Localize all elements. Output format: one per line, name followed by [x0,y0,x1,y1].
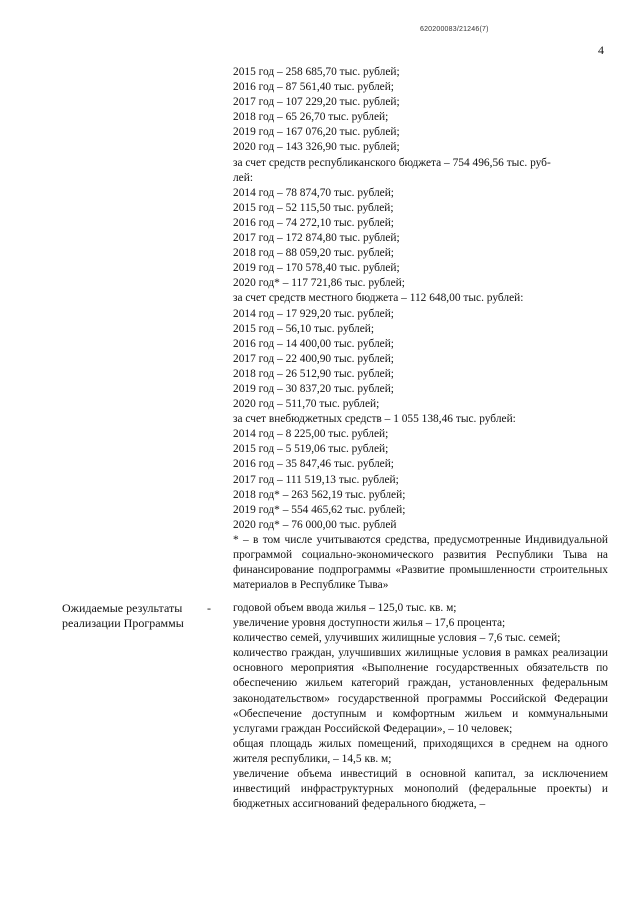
funding-line: 2019 год – 30 837,20 тыс. рублей; [233,382,394,395]
funding-line: 2018 год* – 263 562,19 тыс. рублей; [233,488,406,501]
result-item: годовой объем ввода жилья – 125,0 тыс. кв. м; [233,602,457,614]
funding-line: 2014 год – 78 874,70 тыс. рублей; [233,186,394,199]
funding-line: 2018 год – 26 512,90 тыс. рублей; [233,367,394,380]
funding-line: за счет средств местного бюджета – 112 648,00 тыс. рублей: [233,292,524,305]
result-item: количество семей, улучивших жилищные условия – 7,6 тыс. семей; [233,632,561,645]
result-item: количество граждан, улучшивших жилищные условия в рамках реализации основного мероприятия «Выполнение государственных обязательств по обеспечению жильем категорий граждан, установленных федеральным законодательством» государственной программы Российской Федерации «Обеспечение доступным и комфортным жильем и коммунальными услугами граждан Российской Федерации», – 10 человек; [233,647,608,735]
funding-line: за счет средств республиканского бюджета – 754 496,56 тыс. руб- [233,156,551,169]
funding-line: 2018 год – 65 26,70 тыс. рублей; [233,111,389,124]
page-number: 4 [598,43,604,57]
funding-line: лей: [233,171,254,184]
results-label: Ожидаемые результаты реализации Программы [62,601,184,631]
funding-line: за счет внебюджетных средств – 1 055 138,46 тыс. рублей: [233,413,516,426]
funding-line: 2014 год – 8 225,00 тыс. рублей; [233,428,389,441]
result-item: увеличение объема инвестиций в основной капитал, за исключением инвестиций инфраструктурных монополий (федеральные проекты) и бюджетных ассигнований федерального бюджета, – [233,768,608,811]
funding-line: 2015 год – 52 115,50 тыс. рублей; [233,201,394,214]
document-id: 620200083/21246(7) [420,26,489,33]
funding-line: 2018 год – 88 059,20 тыс. рублей; [233,247,394,260]
funding-line: 2020 год – 143 326,90 тыс. рублей; [233,141,400,154]
result-item: увеличение уровня доступности жилья – 17,6 процента; [233,617,506,630]
funding-line: 2020 год* – 117 721,86 тыс. рублей; [233,277,405,290]
funding-line: 2016 год – 74 272,10 тыс. рублей; [233,216,394,229]
funding-line: 2017 год – 107 229,20 тыс. рублей; [233,96,400,109]
funding-line: 2017 год – 22 400,90 тыс. рублей; [233,352,394,365]
funding-line: 2017 год – 172 874,80 тыс. рублей; [233,232,400,245]
funding-block [233,65,608,593]
results-block [233,601,608,812]
result-item: общая площадь жилых помещений, приходящихся в среднем на одного жителя республики, – 14,5 кв. м; [233,737,608,765]
funding-line: 2015 год – 56,10 тыс. рублей; [233,322,375,335]
funding-line: 2019 год – 170 578,40 тыс. рублей; [233,262,400,275]
results-dash: - [207,601,211,615]
funding-line: 2015 год – 258 685,70 тыс. рублей; [233,66,400,78]
funding-line: 2016 год – 87 561,40 тыс. рублей; [233,81,394,94]
funding-line: 2019 год – 167 076,20 тыс. рублей; [233,126,400,139]
funding-line: 2016 год – 14 400,00 тыс. рублей; [233,337,394,350]
funding-line: 2017 год – 111 519,13 тыс. рублей; [233,473,399,486]
footnote: * – в том числе учитываются средства, предусмотренные Индивидуальной программой социально-экономического развития Республики Тыва на финансирование подпрограммы «Развитие промышленности строительных материалов в Республике Тыва» [233,533,608,592]
funding-line: 2014 год – 17 929,20 тыс. рублей; [233,307,394,320]
funding-line: 2019 год* – 554 465,62 тыс. рублей; [233,503,406,516]
funding-line: 2016 год – 35 847,46 тыс. рублей; [233,458,394,471]
funding-line: 2020 год – 511,70 тыс. рублей; [233,398,380,411]
funding-line: 2015 год – 5 519,06 тыс. рублей; [233,443,389,456]
funding-line: 2020 год* – 76 000,00 тыс. рублей [233,518,397,531]
